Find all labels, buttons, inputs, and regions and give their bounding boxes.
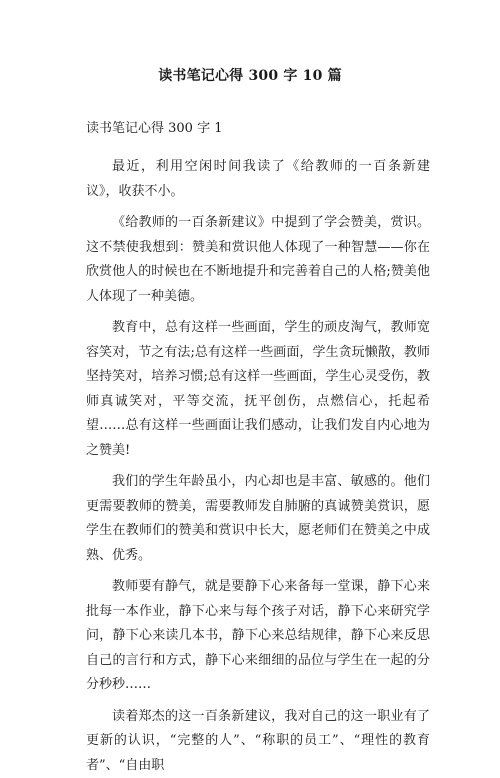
paragraph: 教育中，总有这样一些画面，学生的顽皮淘气，教师宽容笑对，节之有法;总有这样一些画面，学生贪玩懒散，教师坚持笑对，培养习惯;总有这样一些画面，学生心灵受伤，教师真诚笑对，平等交流，抚平创伤，点燃信心，托起希望……总有这样一些画面让我们感动，让我们发自内心地为之赞美!	[86, 316, 430, 463]
paragraph: 最近，利用空闲时间我读了《给教师的一百条新建议》，收获不小。	[86, 155, 430, 204]
paragraph: 我们的学生年龄虽小，内心却也是丰富、敏感的。他们更需要教师的赞美，需要教师发自肺腑的真诚赞美赏识，愿学生在教师们的赞美和赏识中长大，愿老师们在赞美之中成熟、优秀。	[86, 470, 430, 568]
paragraph: 读着郑杰的这一百条新建议，我对自己的这一职业有了更新的认识，“完整的人”、“称职的员工”、“理性的教育者”、“自由职	[86, 705, 430, 778]
document-title: 读书笔记心得 300 字 10 篇	[70, 66, 430, 86]
section-heading: 读书笔记心得 300 字 1	[86, 119, 430, 139]
paragraph: 教师要有静气，就是要静下心来备每一堂课，静下心来批每一本作业，静下心来与每个孩子对话，静下心来研究学问，静下心来读几本书，静下心来总结规律，静下心来反思自己的言行和方式，静下心来细细的品位与学生在一起的分分秒秒……	[86, 575, 430, 698]
paragraph: 《给教师的一百条新建议》中提到了学会赞美，赏识。这不禁使我想到：赞美和赏识他人体现了一种智慧——你在欣赏他人的时候也在不断地提升和完善着自己的人格;赞美他人体现了一种美德。	[86, 211, 430, 309]
